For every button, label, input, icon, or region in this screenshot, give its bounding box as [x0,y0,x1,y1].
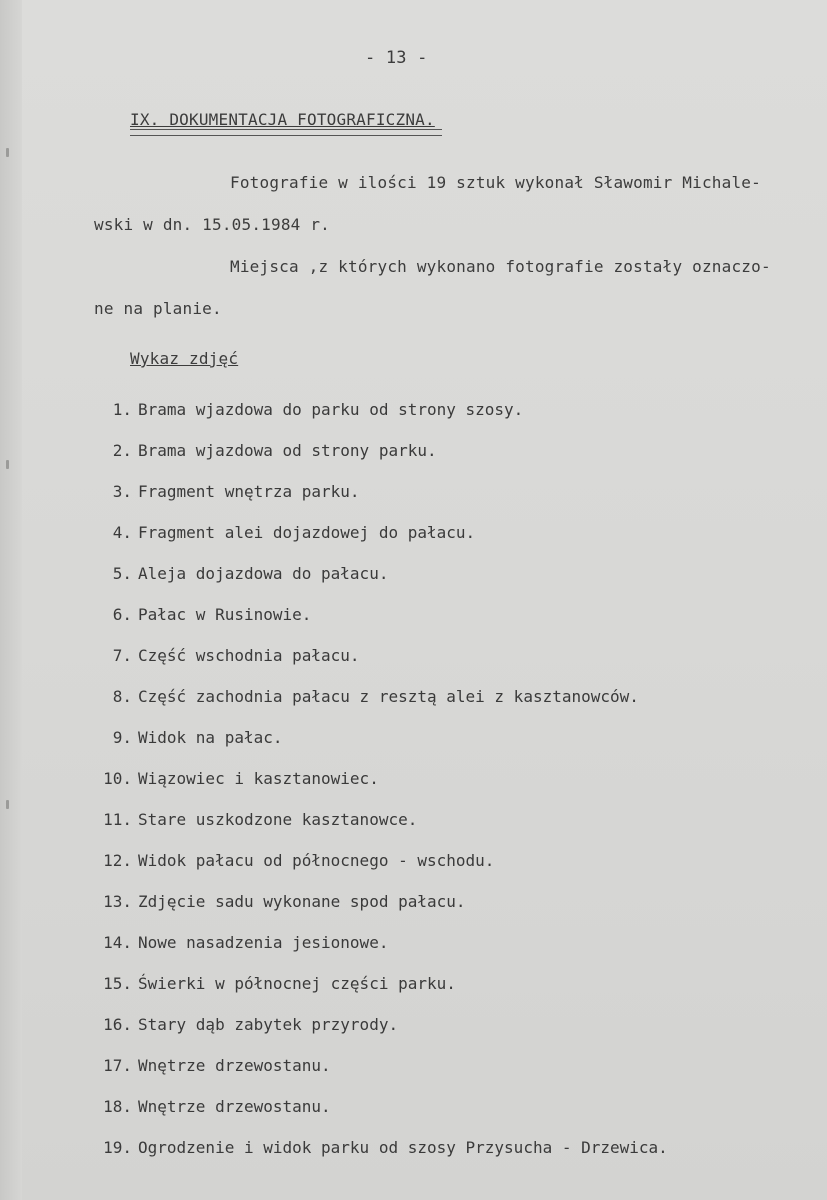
list-item-number: 3. [112,482,132,501]
list-item [94,728,668,769]
list-item [94,400,668,441]
list-item [94,646,668,687]
list-item [94,482,668,523]
page-number: - 13 - [365,48,428,68]
punch-mark [6,800,9,809]
list-item [94,441,668,482]
list-item-text: Widok na pałac. [138,728,283,747]
list-item-text: Pałac w Rusinowie. [138,605,312,624]
list-item [94,1015,668,1056]
list-item-number: 16. [103,1015,132,1034]
list-item-text: Część wschodnia pałacu. [138,646,360,665]
heading-double-underline [130,129,442,136]
list-item-number: 4. [112,523,132,542]
punch-mark [6,148,9,157]
paragraph-2-line-1: Miejsca ,z których wykonano fotografie zostały oznaczo- [230,257,771,276]
photo-list [94,400,668,1179]
list-item-text: Fragment alei dojazdowej do pałacu. [138,523,476,542]
list-item-text: Część zachodnia pałacu z resztą alei z kasztanowców. [138,687,639,706]
list-item [94,564,668,605]
list-item [94,523,668,564]
list-item-text: Brama wjazdowa od strony parku. [138,441,437,460]
list-title: Wykaz zdjęć [130,349,239,368]
list-item-number: 14. [103,933,132,952]
list-item-number: 19. [103,1138,132,1157]
list-item-number: 2. [112,441,132,460]
list-item-text: Fragment wnętrza parku. [138,482,360,501]
list-item-text: Stary dąb zabytek przyrody. [138,1015,399,1034]
list-item-text: Świerki w północnej części parku. [138,974,456,993]
list-item [94,605,668,646]
list-item [94,1097,668,1138]
list-item [94,769,668,810]
paragraph-2-line-2: ne na planie. [94,299,222,318]
list-item-number: 5. [112,564,132,583]
list-item [94,810,668,851]
list-item-text: Widok pałacu od północnego - wschodu. [138,851,495,870]
list-item-text: Wnętrze drzewostanu. [138,1056,331,1075]
list-item-text: Ogrodzenie i widok parku od szosy Przysucha - Drzewica. [138,1138,668,1157]
page-left-edge [0,0,22,1200]
paragraph-1-line-2: wski w dn. 15.05.1984 r. [94,215,330,234]
list-item-number: 11. [103,810,132,829]
list-item-text: Brama wjazdowa do parku od strony szosy. [138,400,524,419]
list-item-number: 13. [103,892,132,911]
list-item-text: Wnętrze drzewostanu. [138,1097,331,1116]
list-item [94,1138,668,1179]
list-item-number: 10. [103,769,132,788]
list-item-number: 9. [112,728,132,747]
paragraph-1-line-1: Fotografie w ilości 19 sztuk wykonał Sławomir Michale- [230,173,761,192]
list-item-number: 7. [112,646,132,665]
list-item-text: Nowe nasadzenia jesionowe. [138,933,389,952]
list-item [94,933,668,974]
list-item [94,892,668,933]
list-item-text: Stare uszkodzone kasztanowce. [138,810,418,829]
list-item-number: 15. [103,974,132,993]
list-item-number: 8. [112,687,132,706]
list-item-number: 12. [103,851,132,870]
list-item [94,1056,668,1097]
section-heading [130,110,435,129]
list-item-text: Aleja dojazdowa do pałacu. [138,564,389,583]
list-item-number: 1. [112,400,132,419]
list-item [94,687,668,728]
list-item [94,851,668,892]
list-item-number: 18. [103,1097,132,1116]
list-item-number: 17. [103,1056,132,1075]
section-heading-text: IX. DOKUMENTACJA FOTOGRAFICZNA. [130,110,435,129]
list-item-number: 6. [112,605,132,624]
list-item-text: Wiązowiec i kasztanowiec. [138,769,379,788]
punch-mark [6,460,9,469]
list-item [94,974,668,1015]
list-item-text: Zdjęcie sadu wykonane spod pałacu. [138,892,466,911]
